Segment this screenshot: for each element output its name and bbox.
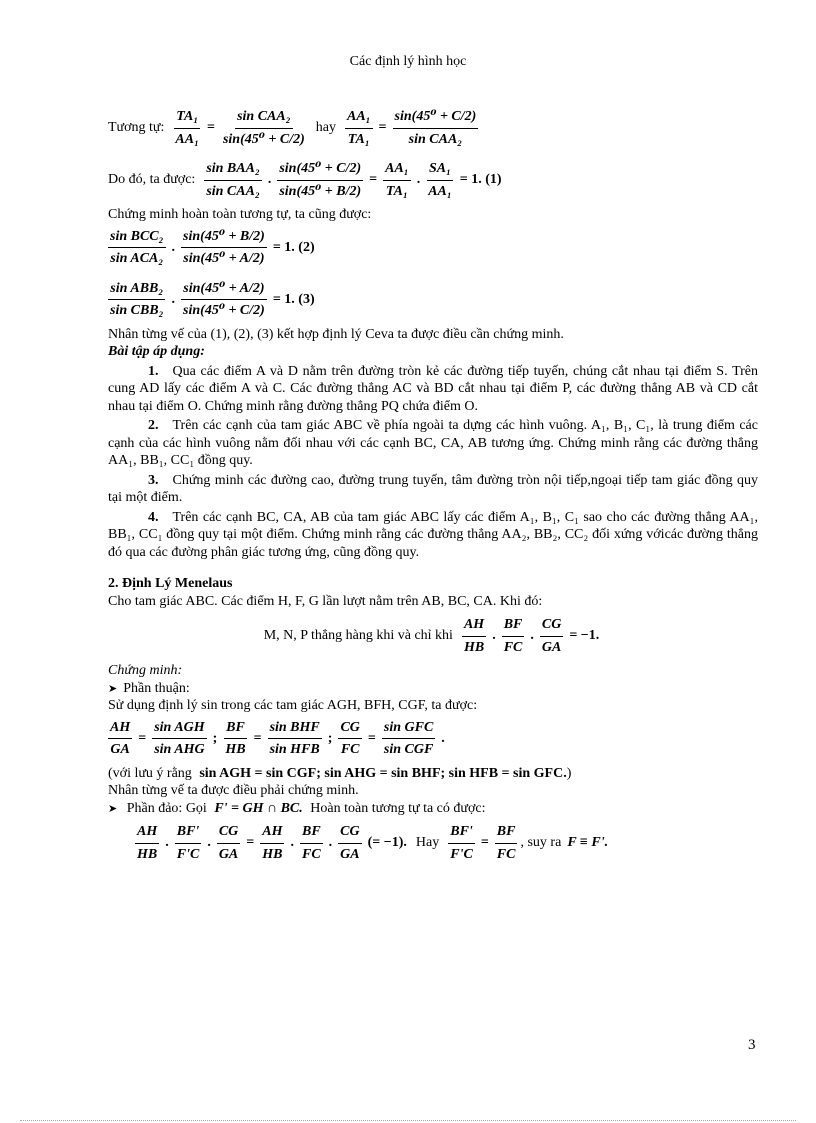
- fraction: $\frac{\text{sin BCC₂}}{\text{sin ACA₂}}$: [110, 228, 164, 266]
- eq1-lead: Tương tự:: [108, 120, 165, 136]
- menelaus-rhs: = −1.: [569, 628, 600, 644]
- fraction: $\frac{BF'}{F'C}$: [176, 824, 200, 862]
- section-2-title: 2. Định Lý Menelaus: [108, 576, 233, 591]
- eq4-rhs: = 1. (3): [272, 291, 315, 307]
- fraction: $\frac{BF}{FC}$: [496, 824, 516, 862]
- fraction: $\frac{\text{SA₁}}{\text{AA₁}}$: [428, 161, 452, 199]
- fraction: $\frac{\text{AA₁}}{\text{TA₁}}$: [346, 109, 371, 147]
- fraction: $\frac{\text{TA₁}}{\text{AA₁}}$: [175, 109, 199, 147]
- converse-item: ➤ Phần đảo: Gọi F' = GH ∩ BC. Hoàn toàn tương tự ta có được:: [108, 800, 486, 816]
- conclusion-1: Nhân từng vế của (1), (2), (3) kết hợp định lý Ceva ta được điều cần chứng minh.: [108, 326, 564, 342]
- menelaus-lead: M, N, P thẳng hàng khi và chỉ khi: [263, 628, 453, 644]
- exercise-item: 4. Trên các cạnh BC, CA, AB của tam giác ABC lấy các điểm A₁, B₁, C₁ sao cho các đường thẳng AA₁, BB₁, CC₁ đồng quy tại một điểm. Chứng minh rằng các đường thẳng AA₂, BB₂, CC₂ đối xứng vớicác đường thẳng đó qua các đường phân giác tương ứng, cũng đồng quy.: [108, 509, 758, 560]
- conclusion-2: Nhân từng vế ta được điều phải chứng minh.: [108, 783, 359, 798]
- fraction: $\frac{\text{sin CAA₂}}{\text{sin(45⁰ + C/2)}}$: [222, 109, 305, 147]
- fraction: $\frac{\text{sin(45⁰ + C/2)}}{\text{sin(45⁰ + B/2)}}$: [279, 161, 362, 199]
- fraction: $\frac{\text{sin ABB₂}}{\text{sin CBB₂}}$: [110, 280, 164, 318]
- fraction: $\frac{CG}{FC}$: [340, 719, 360, 757]
- fraction: $\frac{\text{sin BHF}}{\text{sin HFB}}$: [269, 719, 320, 757]
- fraction: $\frac{BF}{HB}$: [225, 719, 246, 757]
- eq1-mid: hay: [315, 120, 336, 136]
- fraction: $\frac{BF}{FC}$: [301, 824, 321, 862]
- exercise-item: 3. Chứng minh các đường cao, đường trung tuyến, tâm đường tròn nội tiếp,ngoại tiếp tam giác đồng quy tại một điểm.: [108, 472, 758, 505]
- eq2-lead: Do đó, ta được:: [108, 172, 196, 188]
- fraction: $\frac{\text{sin GFC}}{\text{sin CGF}}$: [383, 719, 434, 757]
- fraction: $\frac{AH}{HB}$: [463, 617, 485, 655]
- sine-text: Sử dụng định lý sin trong các tam giác AGH, BFH, CGF, ta được:: [108, 698, 478, 713]
- fraction: $\frac{CG}{GA}$: [340, 824, 360, 862]
- section-2-intro: Cho tam giác ABC. Các điểm H, F, G lần lượt nằm trên AB, BC, CA. Khi đó:: [108, 593, 543, 609]
- arrow-bullet-icon: ➤: [108, 802, 118, 815]
- equation-5: $\frac{AH}{GA}$ = $\frac{\text{sin AGH}}{\text{sin AHG}}$ ; $\frac{BF}{HB}$ = $\frac{\text{sin BHF}}{\text{sin HFB}}$ ; $\frac{CG}{FC}$ = $\frac{\text{sin GFC}}{\text{sin CGF}}$ .: [110, 719, 445, 757]
- fraction: $\frac{\text{sin AGH}}{\text{sin AHG}}$: [154, 719, 205, 757]
- fraction: $\frac{AH}{HB}$: [137, 824, 158, 862]
- fraction: $\frac{\text{sin(45⁰ + C/2)}}{\text{sin CAA₂}}$: [394, 109, 477, 147]
- page-body: [108, 108, 758, 863]
- fraction: $\frac{BF'}{F'C}$: [450, 824, 473, 862]
- proof-label: Chứng minh:: [108, 663, 183, 678]
- exercise-item: 2. Trên các cạnh của tam giác ABC về phía ngoài ta dựng các hình vuông. A₁, B₁, C₁, là trung điểm các cạnh của các hình vuông nằm đối nhau với các cạnh BC, CA, AB tương ứng. Chứng minh rằng các đường thẳng AA₁, BB₁, CC₁ đồng quy.: [108, 418, 758, 468]
- fraction: $\frac{CG}{GA}$: [541, 617, 562, 655]
- equation-4: $\frac{\text{sin ABB₂}}{\text{sin CBB₂}}$ . $\frac{\text{sin(45⁰ + A/2)}}{\text{sin(45⁰ + C/2)}}$ = 1. (3): [110, 280, 315, 318]
- equation-2: Do đó, ta được: $\frac{\text{sin BAA₂}}{\text{sin CAA₂}}$ . $\frac{\text{sin(45⁰ + C/2)}}{\text{sin(45⁰ + B/2)}}$ = $\frac{\text{AA₁}}{\text{TA₁}}$ . $\frac{\text{SA₁}}{\text{AA₁}}$ = 1. (1): [108, 161, 502, 199]
- eq2-rhs: = 1. (1): [459, 172, 502, 188]
- fraction: $\frac{AH}{HB}$: [262, 824, 283, 862]
- exercises-title: Bài tập áp dụng:: [108, 344, 205, 359]
- fraction: $\frac{BF}{FC}$: [503, 617, 523, 655]
- fraction: $\frac{\text{sin(45⁰ + B/2)}}{\text{sin(45⁰ + A/2)}}$: [183, 228, 265, 266]
- equation-1: Tương tự: $\frac{\text{TA₁}}{\text{AA₁}}$ = $\frac{\text{sin CAA₂}}{\text{sin(45⁰ + C/2)}}$ hay $\frac{\text{AA₁}}{\text{TA₁}}$ = $\frac{\text{sin(45⁰ + C/2)}}{\text{sin CAA₂}}$: [108, 109, 477, 147]
- eq3-rhs: = 1. (2): [272, 239, 315, 255]
- page-header: Các định lý hình học: [349, 54, 467, 69]
- arrow-bullet-icon: ➤: [108, 682, 118, 695]
- fraction: $\frac{\text{sin BAA₂}}{\text{sin CAA₂}}$: [206, 161, 260, 199]
- exercise-item: 1. Qua các điểm A và D nằm trên đường tròn kẻ các đường tiếp tuyến, chúng cắt nhau tại điểm S. Trên cung AD lấy các điểm A và C. Các đường thẳng AC và BD cắt nhau tại điểm P, các đường thẳng AB và CD cắt nhau tại điểm O. Chứng minh rằng đường thẳng PQ chứa điểm O.: [108, 363, 758, 414]
- menelaus-statement: M, N, P thẳng hàng khi và chỉ khi $\frac{AH}{HB}$ . $\frac{BF}{FC}$ . $\frac{CG}{GA}$ = −1.: [263, 617, 600, 655]
- similar-text: Chứng minh hoàn toàn tương tự, ta cũng được:: [108, 207, 372, 222]
- footer-divider: [20, 1120, 796, 1121]
- fraction: $\frac{CG}{GA}$: [218, 824, 239, 862]
- forward-item: ➤ Phần thuận:: [108, 680, 190, 696]
- fraction: $\frac{\text{AA₁}}{\text{TA₁}}$: [385, 161, 409, 199]
- page-number: 3: [748, 1037, 756, 1053]
- fraction: $\frac{AH}{GA}$: [110, 719, 131, 757]
- fraction: $\frac{\text{sin(45⁰ + A/2)}}{\text{sin(45⁰ + C/2)}}$: [183, 280, 265, 318]
- note-line: (với lưu ý rằng sin AGH = sin CGF; sin AHG = sin BHF; sin HFB = sin GFC.): [108, 765, 572, 781]
- equation-3: $\frac{\text{sin BCC₂}}{\text{sin ACA₂}}$ . $\frac{\text{sin(45⁰ + B/2)}}{\text{sin(45⁰ + A/2)}}$ = 1. (2): [110, 228, 315, 266]
- equation-6: $\frac{AH}{HB}$ . $\frac{BF'}{F'C}$ . $\frac{CG}{GA}$ = $\frac{AH}{HB}$ . $\frac{BF}{FC}$ . $\frac{CG}{GA}$ (= −1). Hay $\frac{BF'}{F'C}$ = $\frac{BF}{FC}$ , suy ra F ≡ F'.: [137, 824, 609, 862]
